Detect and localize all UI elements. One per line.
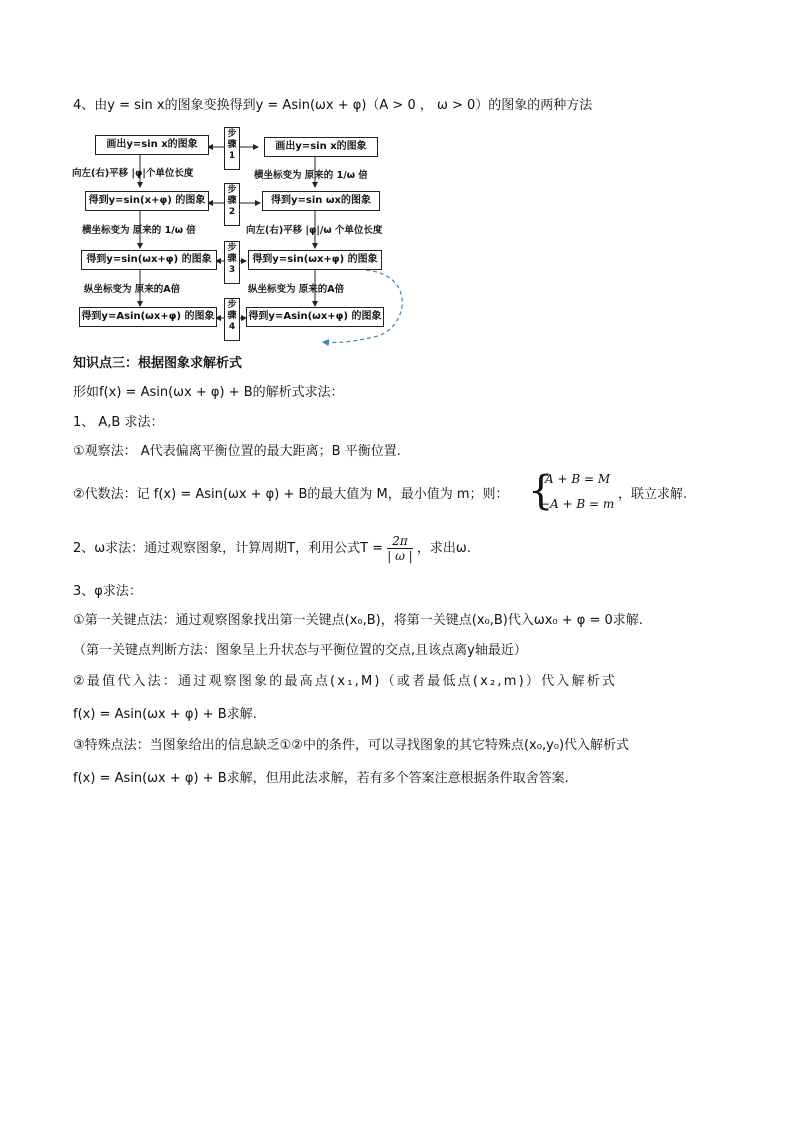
intro-text: 形如f(x) = Asin(ωx + φ) + B的解析式求法：	[73, 385, 344, 400]
left-label-3: 纵坐标变为 原来的A倍	[84, 284, 181, 295]
fraction-numerator: 2π	[387, 534, 413, 549]
left-box-3: 得到y=sin(ωx+φ) 的图象	[81, 250, 217, 270]
special-point-method: ③特殊点法：当图象给出的信息缺乏①②中的条件，可以寻找图象的其它特殊点(x₀,y₀)代入解析式	[73, 738, 630, 753]
right-box-2: 得到y=sin ωx的图象	[262, 191, 380, 211]
item-2-text: 2、ω求法：通过观察图象，计算周期T，利用公式T =	[73, 541, 384, 556]
left-box-2: 得到y=sin(x+φ) 的图象	[85, 191, 209, 211]
left-label-1: 向左(右)平移 |φ|个单位长度	[72, 168, 194, 179]
step-3: 步骤3	[224, 241, 240, 284]
equation-1: A + B = M	[545, 472, 611, 486]
step-2: 步骤2	[224, 183, 240, 226]
item-2	[73, 532, 471, 566]
item-3: 3、φ求法：	[73, 584, 142, 599]
step-1: 步骤1	[224, 127, 240, 170]
brace: {	[528, 468, 554, 514]
special-point-formula: f(x) = Asin(ωx + φ) + B求解，但用此法求解，若有多个答案注意根据条件取舍答案.	[73, 771, 569, 786]
right-label-2: 向左(右)平移 |φ|/ω 个单位长度	[246, 225, 383, 236]
algebra-method: ②代数法：记 f(x) = Asin(ωx + φ) + B的最大值为 M，最小值为 m；则：	[73, 487, 509, 502]
period-fraction	[387, 534, 413, 563]
item-2-suffix: ，求出ω.	[416, 541, 471, 556]
right-box-4: 得到y=Asin(ωx+φ) 的图象	[246, 307, 384, 327]
observation-method: ①观察法： A代表偏离平衡位置的最大距离；B 平衡位置.	[73, 444, 401, 459]
extreme-value-formula: f(x) = Asin(ωx + φ) + B求解.	[73, 707, 257, 722]
left-box-1: 画出y=sin x的图象	[95, 135, 209, 155]
first-key-point-note: （第一关键点判断方法：图象呈上升状态与平衡位置的交点,且该点离y轴最近）	[73, 643, 527, 658]
step-4: 步骤4	[224, 298, 240, 341]
item-1: 1、 A,B 求法：	[73, 415, 164, 430]
right-box-1: 画出y=sin x的图象	[264, 137, 378, 157]
left-box-4: 得到y=Asin(ωx+φ) 的图象	[79, 307, 217, 327]
left-label-2: 横坐标变为 原来的 1/ω 倍	[82, 225, 196, 236]
algebra-suffix: ，联立求解.	[618, 487, 688, 502]
equation-2: −A + B = m	[540, 497, 615, 511]
fraction-denominator: | ω |	[387, 549, 413, 563]
first-key-point-method: ①第一关键点法：通过观察图象找出第一关键点(x₀,B)，将第一关键点(x₀,B)代入ωx₀ + φ = 0求解.	[73, 613, 643, 628]
section-title: 知识点三：根据图象求解析式	[73, 356, 243, 371]
right-label-3: 纵坐标变为 原来的A倍	[248, 284, 345, 295]
extreme-value-method: ②最值代入法：通过观察图象的最高点(x₁,M)（或者最低点(x₂,m)）代入解析式	[73, 674, 618, 689]
right-box-3: 得到y=sin(ωx+φ) 的图象	[248, 250, 382, 270]
heading-method: 4、由y = sin x的图象变换得到y = Asin(ωx + φ)（A > 0 ， ω > 0）的图象的两种方法	[73, 98, 593, 113]
right-label-1: 横坐标变为 原来的 1/ω 倍	[254, 170, 368, 181]
